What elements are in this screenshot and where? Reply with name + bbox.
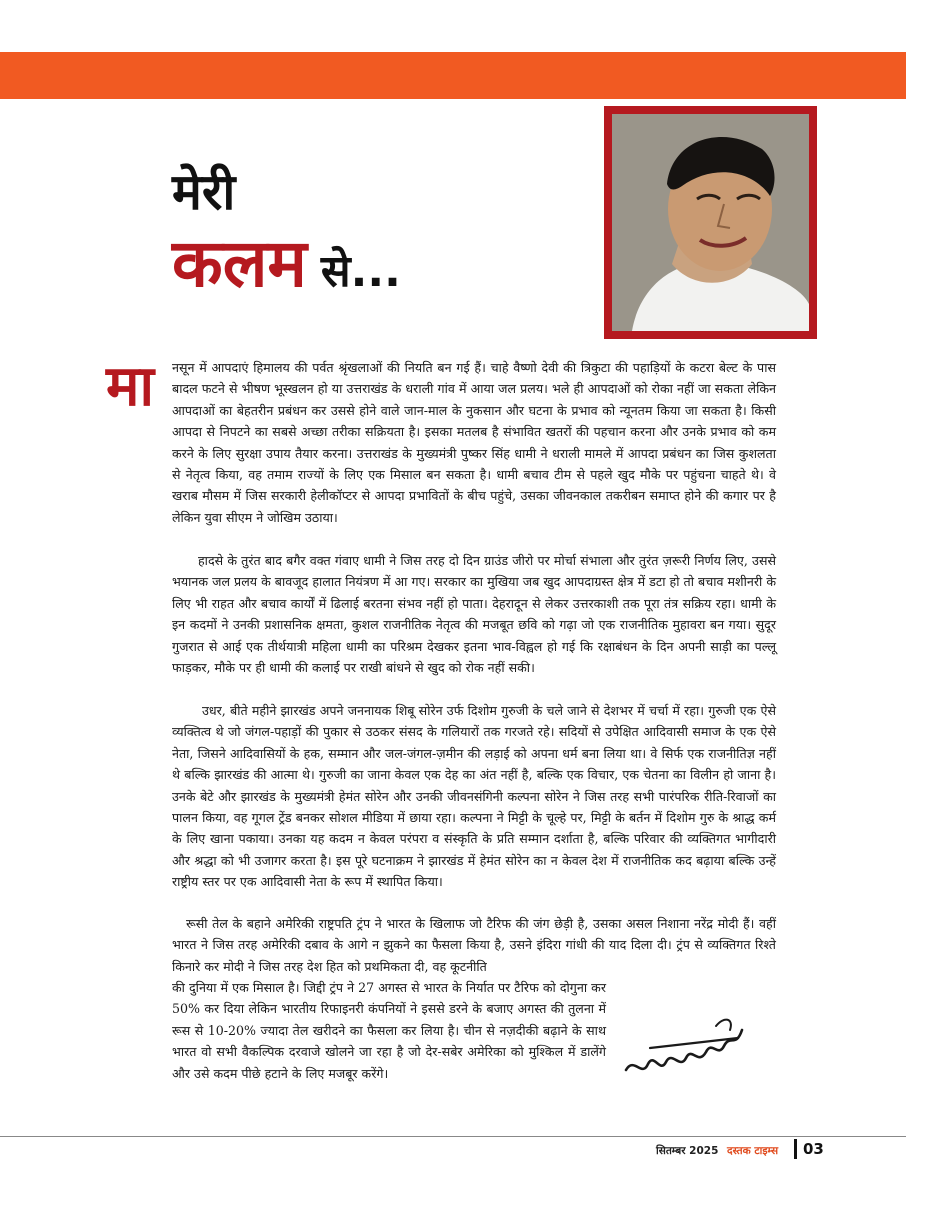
signature-scribble-icon (620, 1008, 750, 1088)
article-paragraph-5: की दुनिया में एक मिसाल है। जिद्दी ट्रंप ने 27 अगस्त से भारत के निर्यात पर टैरिफ को दोगुना कर 50% कर दिया लेकिन भारतीय रिफाइनरी कंपनियों ने इससे डरने के बजाए अगस्त की तुलना में रूस से 10-20% ज्यादा तेल खरीदने का फैसला कर लिया है। चीन से नज़दीकी बढ़ाने के साथ भारत वो सभी वैकल्पिक दरवाजे खोलने जा रहा है जो देर-सबेर अमेरिका को मुश्किल में डालेंगे और उसे कदम पीछे हटाने के लिए मजबूर करेंगे। (172, 980, 606, 1081)
page-number: 03 (803, 1140, 824, 1158)
author-photo-frame (604, 106, 817, 339)
author-signature (620, 1008, 750, 1088)
page-title-line1: मेरी (172, 163, 236, 221)
page-title-rest: से... (320, 246, 401, 297)
article-paragraph-2: हादसे के तुरंत बाद बगैर वक्त गंवाए धामी ने जिस तरह दो दिन ग्राउंड जीरो पर मोर्चा संभाला और तुरंत ज़रूरी निर्णय लिए, उससे भयानक जल प्रलय के बावजूद हालात नियंत्रण में आ गए। सरकार का मुखिया जब खुद आपदाग्रस्त क्षेत्र में डटा हो तो बचाव मशीनरी के लिए भी राहत और बचाव कार्यों में ढिलाई बरतना संभव नहीं हो पाता। देहरादून से लेकर उत्तरकाशी तक पूरा तंत्र सक्रिय रहा। धामी के इन कदमों ने उनकी प्रशासनिक क्षमता, कुशल राजनीतिक नेतृत्व की मजबूत छवि को गढ़ा जो एक राजनीतिक मुहावरा बन गया। सुदूर गुजरात से आई एक तीर्थयात्री महिला धामी का परिश्रम देखकर इतना भाव-विह्वल हो गई कि रक्षाबंधन के दिन अपनी साड़ी का पल्लू फाड़कर, मौके पर ही धामी की कलाई पर राखी बांधने से खुद को रोक नहीं सकी। (172, 553, 776, 676)
drop-cap: मा (106, 354, 154, 419)
article-paragraph-4: रूसी तेल के बहाने अमेरिकी राष्ट्रपति ट्रंप ने भारत के खिलाफ जो टैरिफ की जंग छेड़ी है, उसका असल निशाना नरेंद्र मोदी हैं। वहीं भारत ने जिस तरह अमेरिकी दबाव के आगे न झुकने का फैसला किया है, उसने इंदिरा गांधी की याद दिला दी। ट्रंप से व्यक्तिगत रिश्ते किनारे कर मोदी ने जिस तरह देश हित को प्रथमिकता दी, वह कूटनीति (172, 916, 776, 974)
page-title-accent: कलम (172, 225, 307, 302)
article-paragraph-3: उधर, बीते महीने झारखंड अपने जननायक शिबू सोरेन उर्फ दिशोम गुरुजी के चले जाने से देशभर में चर्चा में रहा। गुरुजी एक ऐसे व्यक्तित्व थे जो जंगल-पहाड़ों की पुकार से उठकर संसद के गलियारों तक गरजते रहे। सदियों से उपेक्षित आदिवासी समाज के एक ऐसे नेता, जिसने आदिवासियों के हक, सम्मान और जल-जंगल-ज़मीन की लड़ाई को अपना धर्म बना लिया था। वे सिर्फ एक राजनीतिज्ञ नहीं थे बल्कि झारखंड की आत्मा थे। गुरुजी का जाना केवल एक देह का अंत नहीं है, बल्कि एक विचार, एक चेतना का विलीन हो जाना है। उनके बेटे और झारखंड के मुख्यमंत्री हेमंत सोरेन और उनकी जीवनसंगिनी कल्पना सोरेन ने जिस तरह सभी पारंपरिक रीति-रिवाजों का पालन किया, वह गूगल ट्रेंड बनकर सोशल मीडिया में छाया रहा। कल्पना ने मिट्टी के चूल्हे पर, मिट्टी के बर्तन में दिशोम गुरु के श्राद्ध कर्म के लिए खाना पकाया। उनका यह कदम न केवल परंपरा व संस्कृति के प्रति सम्मान दर्शाता है, बल्कि परिवार की व्यक्तिगत भागीदारी और श्रद्धा को भी उजागर करता है। इस पूरे घटनाक्रम ने झारखंड में हेमंत सोरेन का न केवल देश में राजनीतिक कद बढ़ाया बल्कि उन्हें राष्ट्रीय स्तर पर एक आदिवासी नेता के रूप में स्थापित किया। (172, 703, 776, 890)
page-title-line2 (172, 226, 401, 319)
footer-issue-date: सितम्बर 2025 (656, 1145, 719, 1157)
footer-magazine-name: दस्तक टाइम्स (727, 1145, 779, 1157)
author-portrait-illustration (612, 114, 809, 331)
footer-separator (794, 1139, 797, 1159)
footer-divider (0, 1136, 906, 1137)
article-paragraph-1: नसून में आपदाएं हिमालय की पर्वत श्रृंखलाओं की नियति बन गई हैं। चाहे वैष्णो देवी की त्रिकुटा की पहाड़ियों के कटरा बेल्ट के पास बादल फटने से भीषण भूस्खलन हो या उत्तराखंड के धराली गांव में आया जल प्रलय। भले ही आपदाओं को रोका नहीं जा सकता लेकिन आपदाओं का बेहतरीन प्रबंधन कर उससे होने वाले जान-माल के नुकसान और घटना के प्रभाव को न्यूनतम किया जा सकता है। किसी आपदा से निपटने का सबसे अच्छा तरीका सक्रियता है। इसका मतलब है संभावित खतरों की पहचान करना और उनके प्रभाव को कम करने के लिए सुरक्षा उपाय तैयार करना। उत्तराखंड के मुख्यमंत्री पुष्कर सिंह धामी ने धराली मामले में आपदा प्रबंधन का जिस कुशलता से नेतृत्व किया, वह तमाम राज्यों के लिए एक मिसाल बन सकता है। धामी बचाव टीम से पहले खुद मौके पर पहुंचना चाहते थे। वे खराब मौसम में जिस सरकारी हेलीकॉप्टर से आपदा प्रभावितों के बीच पहुंचे, उसका जीवनकाल तकरीबन समाप्त होने की कगार पर है लेकिन युवा सीएम ने जोखिम उठाया। (172, 360, 776, 525)
author-photo (612, 114, 809, 331)
header-color-band (0, 52, 906, 99)
